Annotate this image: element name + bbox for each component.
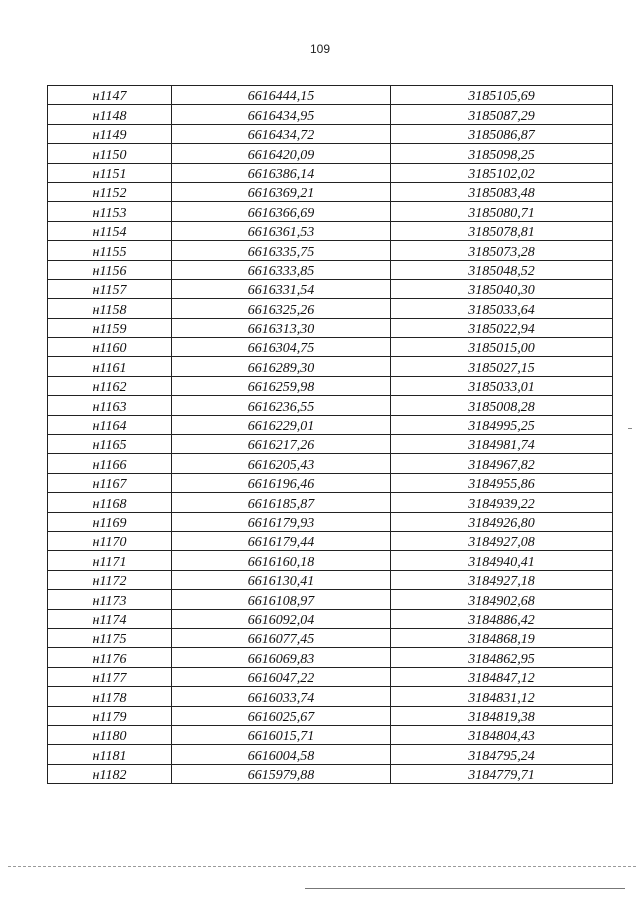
y-coordinate-cell: 3184926,80 [391,512,613,531]
x-coordinate-cell: 6616386,14 [172,163,391,182]
x-coordinate-cell: 6616077,45 [172,628,391,647]
y-coordinate-cell: 3185087,29 [391,105,613,124]
table-row [48,299,613,318]
y-coordinate-cell: 3184955,86 [391,473,613,492]
table-row [48,124,613,143]
table-row [48,512,613,531]
x-coordinate-cell: 6616333,85 [172,260,391,279]
table-row [48,221,613,240]
y-coordinate-cell: 3184940,41 [391,551,613,570]
table-row [48,241,613,260]
y-coordinate-cell: 3184995,25 [391,415,613,434]
x-coordinate-cell: 6616108,97 [172,590,391,609]
point-id-cell: н1166 [48,454,172,473]
y-coordinate-cell: 3185102,02 [391,163,613,182]
table-row [48,551,613,570]
point-id-cell: н1182 [48,764,172,783]
y-coordinate-cell: 3184795,24 [391,745,613,764]
table-row [48,725,613,744]
x-coordinate-cell: 6616366,69 [172,202,391,221]
point-id-cell: н1159 [48,318,172,337]
point-id-cell: н1157 [48,279,172,298]
y-coordinate-cell: 3184927,08 [391,531,613,550]
point-id-cell: н1180 [48,725,172,744]
y-coordinate-cell: 3185080,71 [391,202,613,221]
x-coordinate-cell: 6616369,21 [172,182,391,201]
y-coordinate-cell: 3185073,28 [391,241,613,260]
y-coordinate-cell: 3184902,68 [391,590,613,609]
y-coordinate-cell: 3184981,74 [391,435,613,454]
x-coordinate-cell: 6616015,71 [172,725,391,744]
y-coordinate-cell: 3184927,18 [391,570,613,589]
point-id-cell: н1148 [48,105,172,124]
x-coordinate-cell: 6616033,74 [172,687,391,706]
table-row [48,182,613,201]
y-coordinate-cell: 3185105,69 [391,86,613,105]
x-coordinate-cell: 6616179,44 [172,531,391,550]
table-row [48,531,613,550]
y-coordinate-cell: 3185008,28 [391,396,613,415]
point-id-cell: н1156 [48,260,172,279]
table-row [48,435,613,454]
y-coordinate-cell: 3184886,42 [391,609,613,628]
x-coordinate-cell: 6616236,55 [172,396,391,415]
y-coordinate-cell: 3184779,71 [391,764,613,783]
x-coordinate-cell: 6616160,18 [172,551,391,570]
table-row [48,687,613,706]
table-row [48,396,613,415]
y-coordinate-cell: 3184831,12 [391,687,613,706]
table-row [48,202,613,221]
point-id-cell: н1171 [48,551,172,570]
y-coordinate-cell: 3185022,94 [391,318,613,337]
point-id-cell: н1170 [48,531,172,550]
point-id-cell: н1179 [48,706,172,725]
table-row [48,493,613,512]
scan-artifact-line-lower [305,888,625,889]
table-row [48,473,613,492]
point-id-cell: н1172 [48,570,172,589]
table-row [48,454,613,473]
coordinates-table [47,85,613,784]
y-coordinate-cell: 3184847,12 [391,667,613,686]
point-id-cell: н1174 [48,609,172,628]
point-id-cell: н1155 [48,241,172,260]
y-coordinate-cell: 3185015,00 [391,338,613,357]
y-coordinate-cell: 3185048,52 [391,260,613,279]
x-coordinate-cell: 6616047,22 [172,667,391,686]
point-id-cell: н1152 [48,182,172,201]
point-id-cell: н1173 [48,590,172,609]
point-id-cell: н1151 [48,163,172,182]
x-coordinate-cell: 6616069,83 [172,648,391,667]
table-row [48,648,613,667]
point-id-cell: н1167 [48,473,172,492]
coordinates-table-body [48,86,613,784]
scan-artifact-line [8,866,636,867]
x-coordinate-cell: 6616092,04 [172,609,391,628]
table-row [48,745,613,764]
x-coordinate-cell: 6616205,43 [172,454,391,473]
y-coordinate-cell: 3185078,81 [391,221,613,240]
point-id-cell: н1177 [48,667,172,686]
y-coordinate-cell: 3184939,22 [391,493,613,512]
x-coordinate-cell: 6616185,87 [172,493,391,512]
y-coordinate-cell: 3184804,43 [391,725,613,744]
y-coordinate-cell: 3184967,82 [391,454,613,473]
point-id-cell: н1176 [48,648,172,667]
y-coordinate-cell: 3185083,48 [391,182,613,201]
table-row [48,415,613,434]
x-coordinate-cell: 6616434,72 [172,124,391,143]
table-row [48,376,613,395]
table-row [48,570,613,589]
table-row [48,357,613,376]
point-id-cell: н1178 [48,687,172,706]
point-id-cell: н1150 [48,144,172,163]
point-id-cell: н1154 [48,221,172,240]
x-coordinate-cell: 6616331,54 [172,279,391,298]
y-coordinate-cell: 3184819,38 [391,706,613,725]
x-coordinate-cell: 6616361,53 [172,221,391,240]
y-coordinate-cell: 3184868,19 [391,628,613,647]
table-row [48,86,613,105]
x-coordinate-cell: 6616313,30 [172,318,391,337]
x-coordinate-cell: 6616444,15 [172,86,391,105]
y-coordinate-cell: 3185033,01 [391,376,613,395]
table-row [48,163,613,182]
point-id-cell: н1161 [48,357,172,376]
point-id-cell: н1149 [48,124,172,143]
point-id-cell: н1162 [48,376,172,395]
table-row [48,260,613,279]
table-row [48,628,613,647]
y-coordinate-cell: 3185040,30 [391,279,613,298]
y-coordinate-cell: 3184862,95 [391,648,613,667]
point-id-cell: н1168 [48,493,172,512]
point-id-cell: н1158 [48,299,172,318]
table-row [48,105,613,124]
x-coordinate-cell: 6616289,30 [172,357,391,376]
table-row [48,667,613,686]
table-row [48,590,613,609]
y-coordinate-cell: 3185098,25 [391,144,613,163]
table-row [48,318,613,337]
page-number: 109 [309,42,331,56]
x-coordinate-cell: 6616304,75 [172,338,391,357]
table-row [48,144,613,163]
y-coordinate-cell: 3185086,87 [391,124,613,143]
table-row [48,338,613,357]
point-id-cell: н1169 [48,512,172,531]
point-id-cell: н1147 [48,86,172,105]
x-coordinate-cell: 6616217,26 [172,435,391,454]
point-id-cell: н1164 [48,415,172,434]
x-coordinate-cell: 6616434,95 [172,105,391,124]
table-row [48,279,613,298]
point-id-cell: н1163 [48,396,172,415]
point-id-cell: н1175 [48,628,172,647]
x-coordinate-cell: 6616025,67 [172,706,391,725]
y-coordinate-cell: 3185027,15 [391,357,613,376]
x-coordinate-cell: 6616196,46 [172,473,391,492]
x-coordinate-cell: 6616229,01 [172,415,391,434]
table-row [48,764,613,783]
table-row [48,609,613,628]
x-coordinate-cell: 6616130,41 [172,570,391,589]
x-coordinate-cell: 6616179,93 [172,512,391,531]
x-coordinate-cell: 6616325,26 [172,299,391,318]
point-id-cell: н1165 [48,435,172,454]
scan-mark [628,428,632,429]
point-id-cell: н1153 [48,202,172,221]
x-coordinate-cell: 6616004,58 [172,745,391,764]
x-coordinate-cell: 6616259,98 [172,376,391,395]
table-row [48,706,613,725]
point-id-cell: н1160 [48,338,172,357]
point-id-cell: н1181 [48,745,172,764]
x-coordinate-cell: 6616335,75 [172,241,391,260]
x-coordinate-cell: 6615979,88 [172,764,391,783]
x-coordinate-cell: 6616420,09 [172,144,391,163]
y-coordinate-cell: 3185033,64 [391,299,613,318]
